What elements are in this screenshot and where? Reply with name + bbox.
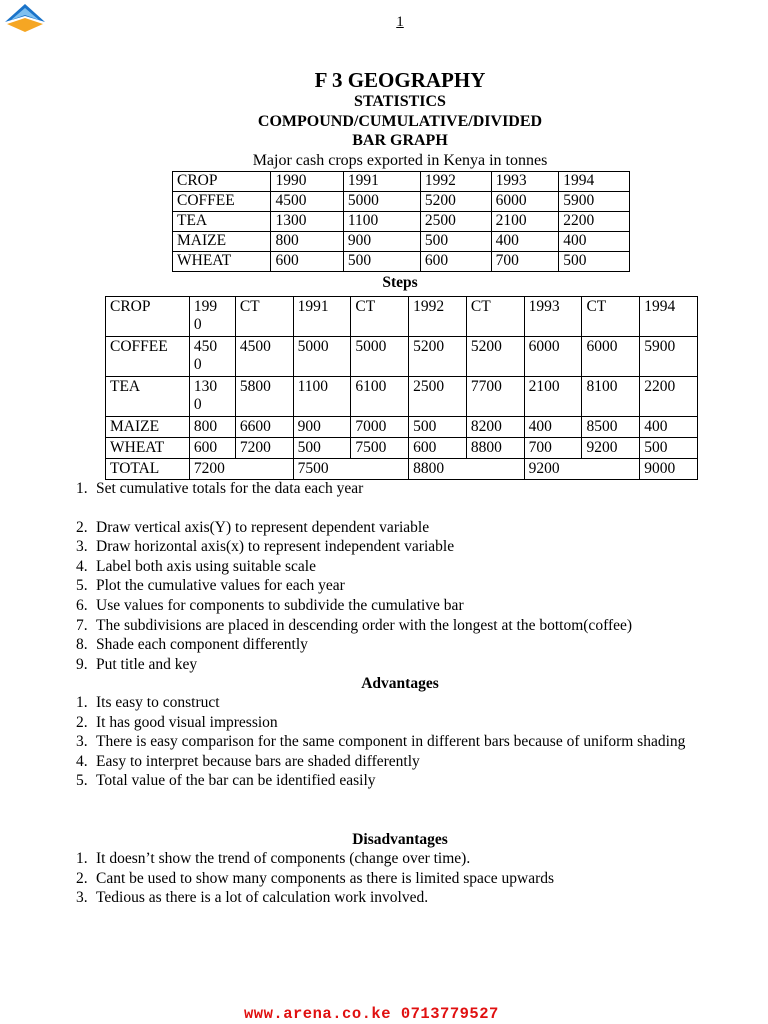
disadvantages-list bbox=[71, 849, 554, 908]
table-cell: TEA bbox=[106, 377, 190, 417]
header-cell: 1992 bbox=[409, 297, 467, 337]
table-cell: 6600 bbox=[235, 417, 293, 438]
table-cell: 4500 bbox=[271, 192, 343, 212]
list-item bbox=[71, 693, 685, 713]
table-row bbox=[173, 252, 630, 272]
total-cell: 8800 bbox=[409, 459, 525, 480]
list-item bbox=[71, 537, 632, 557]
list-item bbox=[71, 869, 554, 889]
list-number: 2. bbox=[76, 869, 88, 887]
table-cell: 8800 bbox=[466, 438, 524, 459]
header-cell: 1994 bbox=[640, 297, 698, 337]
total-cell: 9200 bbox=[524, 459, 640, 480]
list-text: Cant be used to show many components as there is limited space upwards bbox=[96, 869, 555, 887]
list-number: 2. bbox=[76, 518, 88, 536]
header-cell: 1993 bbox=[524, 297, 582, 337]
header-cell: 1993 bbox=[491, 172, 559, 192]
table-cell: 7500 bbox=[351, 438, 409, 459]
table-row bbox=[106, 417, 698, 438]
table-cell: 2100 bbox=[491, 212, 559, 232]
list-text: Put title and key bbox=[96, 655, 198, 673]
header-cell: 1994 bbox=[559, 172, 630, 192]
table-cell: WHEAT bbox=[106, 438, 190, 459]
table-cell: 900 bbox=[293, 417, 351, 438]
table-cell: 400 bbox=[491, 232, 559, 252]
header-cell: 1991 bbox=[293, 297, 351, 337]
table-cell: 9200 bbox=[582, 438, 640, 459]
list-number: 5. bbox=[76, 772, 88, 790]
list-number: 4. bbox=[76, 557, 88, 575]
table-cell: 400 bbox=[640, 417, 698, 438]
list-text: The subdivisions are placed in descending order with the longest at the bottom(coffee) bbox=[96, 616, 633, 634]
table-cell: 5900 bbox=[640, 337, 698, 377]
table-cell: 6000 bbox=[582, 337, 640, 377]
table-cell: 5000 bbox=[293, 337, 351, 377]
list-item bbox=[71, 596, 632, 616]
table-cell: 700 bbox=[491, 252, 559, 272]
table-cell: 600 bbox=[189, 438, 235, 459]
table-cell: 500 bbox=[640, 438, 698, 459]
table-cell: 6000 bbox=[524, 337, 582, 377]
table-cell: 1100 bbox=[343, 212, 420, 232]
table-cell: 2200 bbox=[640, 377, 698, 417]
table-cell: 130 0 bbox=[189, 377, 235, 417]
header-cell: 1991 bbox=[343, 172, 420, 192]
list-number: 3. bbox=[76, 733, 88, 751]
table-row bbox=[106, 337, 698, 377]
list-number: 3. bbox=[76, 889, 88, 907]
table-cell: 600 bbox=[409, 438, 467, 459]
list-number: 9. bbox=[76, 655, 88, 673]
list-item bbox=[71, 616, 632, 636]
total-row bbox=[106, 459, 698, 480]
table-cell: 2500 bbox=[420, 212, 491, 232]
table-cell: 4500 bbox=[235, 337, 293, 377]
list-item bbox=[71, 849, 554, 869]
table-header-row bbox=[106, 297, 698, 337]
advantages-heading: Advantages bbox=[361, 675, 439, 692]
table-cell: 5000 bbox=[351, 337, 409, 377]
advantages-list bbox=[71, 693, 685, 791]
table-cell: 6000 bbox=[491, 192, 559, 212]
list-number: 5. bbox=[76, 577, 88, 595]
header-cell: CT bbox=[235, 297, 293, 337]
list-number: 8. bbox=[76, 636, 88, 654]
table-cell: 400 bbox=[559, 232, 630, 252]
table-cell: 7700 bbox=[466, 377, 524, 417]
list-text: Draw horizontal axis(x) to represent independent variable bbox=[96, 538, 455, 556]
header-cell: 199 0 bbox=[189, 297, 235, 337]
list-text: Tedious as there is a lot of calculation work involved. bbox=[96, 889, 429, 907]
header-cell: CROP bbox=[106, 297, 190, 337]
list-item bbox=[71, 576, 632, 596]
table-cell: 600 bbox=[420, 252, 491, 272]
table-row bbox=[173, 212, 630, 232]
list-text: Shade each component differently bbox=[96, 636, 308, 654]
table-cell: 800 bbox=[189, 417, 235, 438]
table-row bbox=[173, 232, 630, 252]
list-item bbox=[71, 655, 632, 675]
list-text: Plot the cumulative values for each year bbox=[96, 577, 345, 595]
table-cell: 8200 bbox=[466, 417, 524, 438]
table-cell: 5800 bbox=[235, 377, 293, 417]
steps-heading: Steps bbox=[382, 274, 418, 291]
table-cell: 500 bbox=[409, 417, 467, 438]
table-cell: 500 bbox=[293, 438, 351, 459]
table-cell: 900 bbox=[343, 232, 420, 252]
disadvantages-heading: Disadvantages bbox=[352, 831, 448, 848]
table-cell: 2100 bbox=[524, 377, 582, 417]
table-cell: MAIZE bbox=[106, 417, 190, 438]
table-cell: 1100 bbox=[293, 377, 351, 417]
list-item bbox=[71, 557, 632, 577]
total-cell: 9000 bbox=[640, 459, 698, 480]
table-cell: 7000 bbox=[351, 417, 409, 438]
subtitle-compound: COMPOUND/CUMULATIVE/DIVIDED bbox=[257, 113, 543, 130]
list-number: 4. bbox=[76, 752, 88, 770]
list-text: Draw vertical axis(Y) to represent dependent variable bbox=[96, 518, 430, 536]
table-cell: 1300 bbox=[271, 212, 343, 232]
list-text: Use values for components to subdivide the cumulative bar bbox=[96, 596, 464, 614]
table-cell: COFFEE bbox=[173, 192, 271, 212]
table-cell: 5200 bbox=[466, 337, 524, 377]
subtitle-statistics: STATISTICS bbox=[354, 93, 446, 110]
table-cell: 5200 bbox=[409, 337, 467, 377]
total-cell: 7500 bbox=[293, 459, 409, 480]
list-item bbox=[71, 479, 632, 499]
list-item bbox=[71, 888, 554, 908]
table-cell: 500 bbox=[559, 252, 630, 272]
table-cell: 2200 bbox=[559, 212, 630, 232]
subtitle-bar-graph: BAR GRAPH bbox=[352, 132, 448, 149]
table-cell: MAIZE bbox=[173, 232, 271, 252]
cash-crops-table bbox=[172, 171, 630, 272]
table-cell: 500 bbox=[420, 232, 491, 252]
table-caption: Major cash crops exported in Kenya in tonnes bbox=[252, 152, 548, 169]
list-number: 2. bbox=[76, 713, 88, 731]
table-row bbox=[106, 377, 698, 417]
page-number: 1 bbox=[396, 14, 404, 30]
total-cell: 7200 bbox=[189, 459, 293, 480]
table-cell: 600 bbox=[271, 252, 343, 272]
table-cell: 8500 bbox=[582, 417, 640, 438]
table-header-row bbox=[173, 172, 630, 192]
table-cell: WHEAT bbox=[173, 252, 271, 272]
table-row bbox=[173, 192, 630, 212]
header-cell: CT bbox=[351, 297, 409, 337]
list-text: Set cumulative totals for the data each year bbox=[96, 480, 364, 497]
list-item bbox=[71, 713, 685, 733]
cumulative-table bbox=[105, 296, 698, 480]
header-cell: 1992 bbox=[420, 172, 491, 192]
table-cell: 800 bbox=[271, 232, 343, 252]
header-cell: CT bbox=[466, 297, 524, 337]
list-number: 3. bbox=[76, 538, 88, 556]
table-cell: 8100 bbox=[582, 377, 640, 417]
list-text: It doesn’t show the trend of components (change over time). bbox=[96, 850, 471, 867]
table-cell: TEA bbox=[173, 212, 271, 232]
list-number: 1. bbox=[76, 850, 88, 867]
list-text: It has good visual impression bbox=[96, 713, 278, 731]
steps-list bbox=[71, 479, 632, 674]
header-cell: 1990 bbox=[271, 172, 343, 192]
list-item bbox=[71, 635, 632, 655]
header-cell: CROP bbox=[173, 172, 271, 192]
list-number: 7. bbox=[76, 616, 88, 634]
list-number: 1. bbox=[76, 694, 88, 711]
list-item bbox=[71, 752, 685, 772]
list-item bbox=[71, 771, 685, 791]
table-cell: 5900 bbox=[559, 192, 630, 212]
table-cell: 2500 bbox=[409, 377, 467, 417]
total-label: TOTAL bbox=[106, 459, 190, 480]
table-cell: 7200 bbox=[235, 438, 293, 459]
list-item bbox=[71, 518, 632, 538]
table-cell: 5000 bbox=[343, 192, 420, 212]
list-text: Easy to interpret because bars are shaded differently bbox=[96, 752, 420, 770]
table-row bbox=[106, 438, 698, 459]
table-cell: COFFEE bbox=[106, 337, 190, 377]
table-cell: 400 bbox=[524, 417, 582, 438]
page-title: F 3 GEOGRAPHY bbox=[314, 68, 486, 92]
list-item bbox=[71, 732, 685, 752]
list-text: Total value of the bar can be identified easily bbox=[96, 772, 376, 790]
table-cell: 500 bbox=[343, 252, 420, 272]
footer-contact: www.arena.co.ke 0713779527 bbox=[244, 1005, 499, 1023]
table-cell: 6100 bbox=[351, 377, 409, 417]
list-number: 6. bbox=[76, 596, 88, 614]
table-cell: 5200 bbox=[420, 192, 491, 212]
header-cell: CT bbox=[582, 297, 640, 337]
list-text: There is easy comparison for the same component in different bars because of uniform shading bbox=[96, 733, 686, 751]
list-number: 1. bbox=[76, 480, 88, 497]
table-cell: 700 bbox=[524, 438, 582, 459]
table-cell: 450 0 bbox=[189, 337, 235, 377]
list-text: Its easy to construct bbox=[96, 694, 220, 711]
list-text: Label both axis using suitable scale bbox=[96, 557, 316, 575]
